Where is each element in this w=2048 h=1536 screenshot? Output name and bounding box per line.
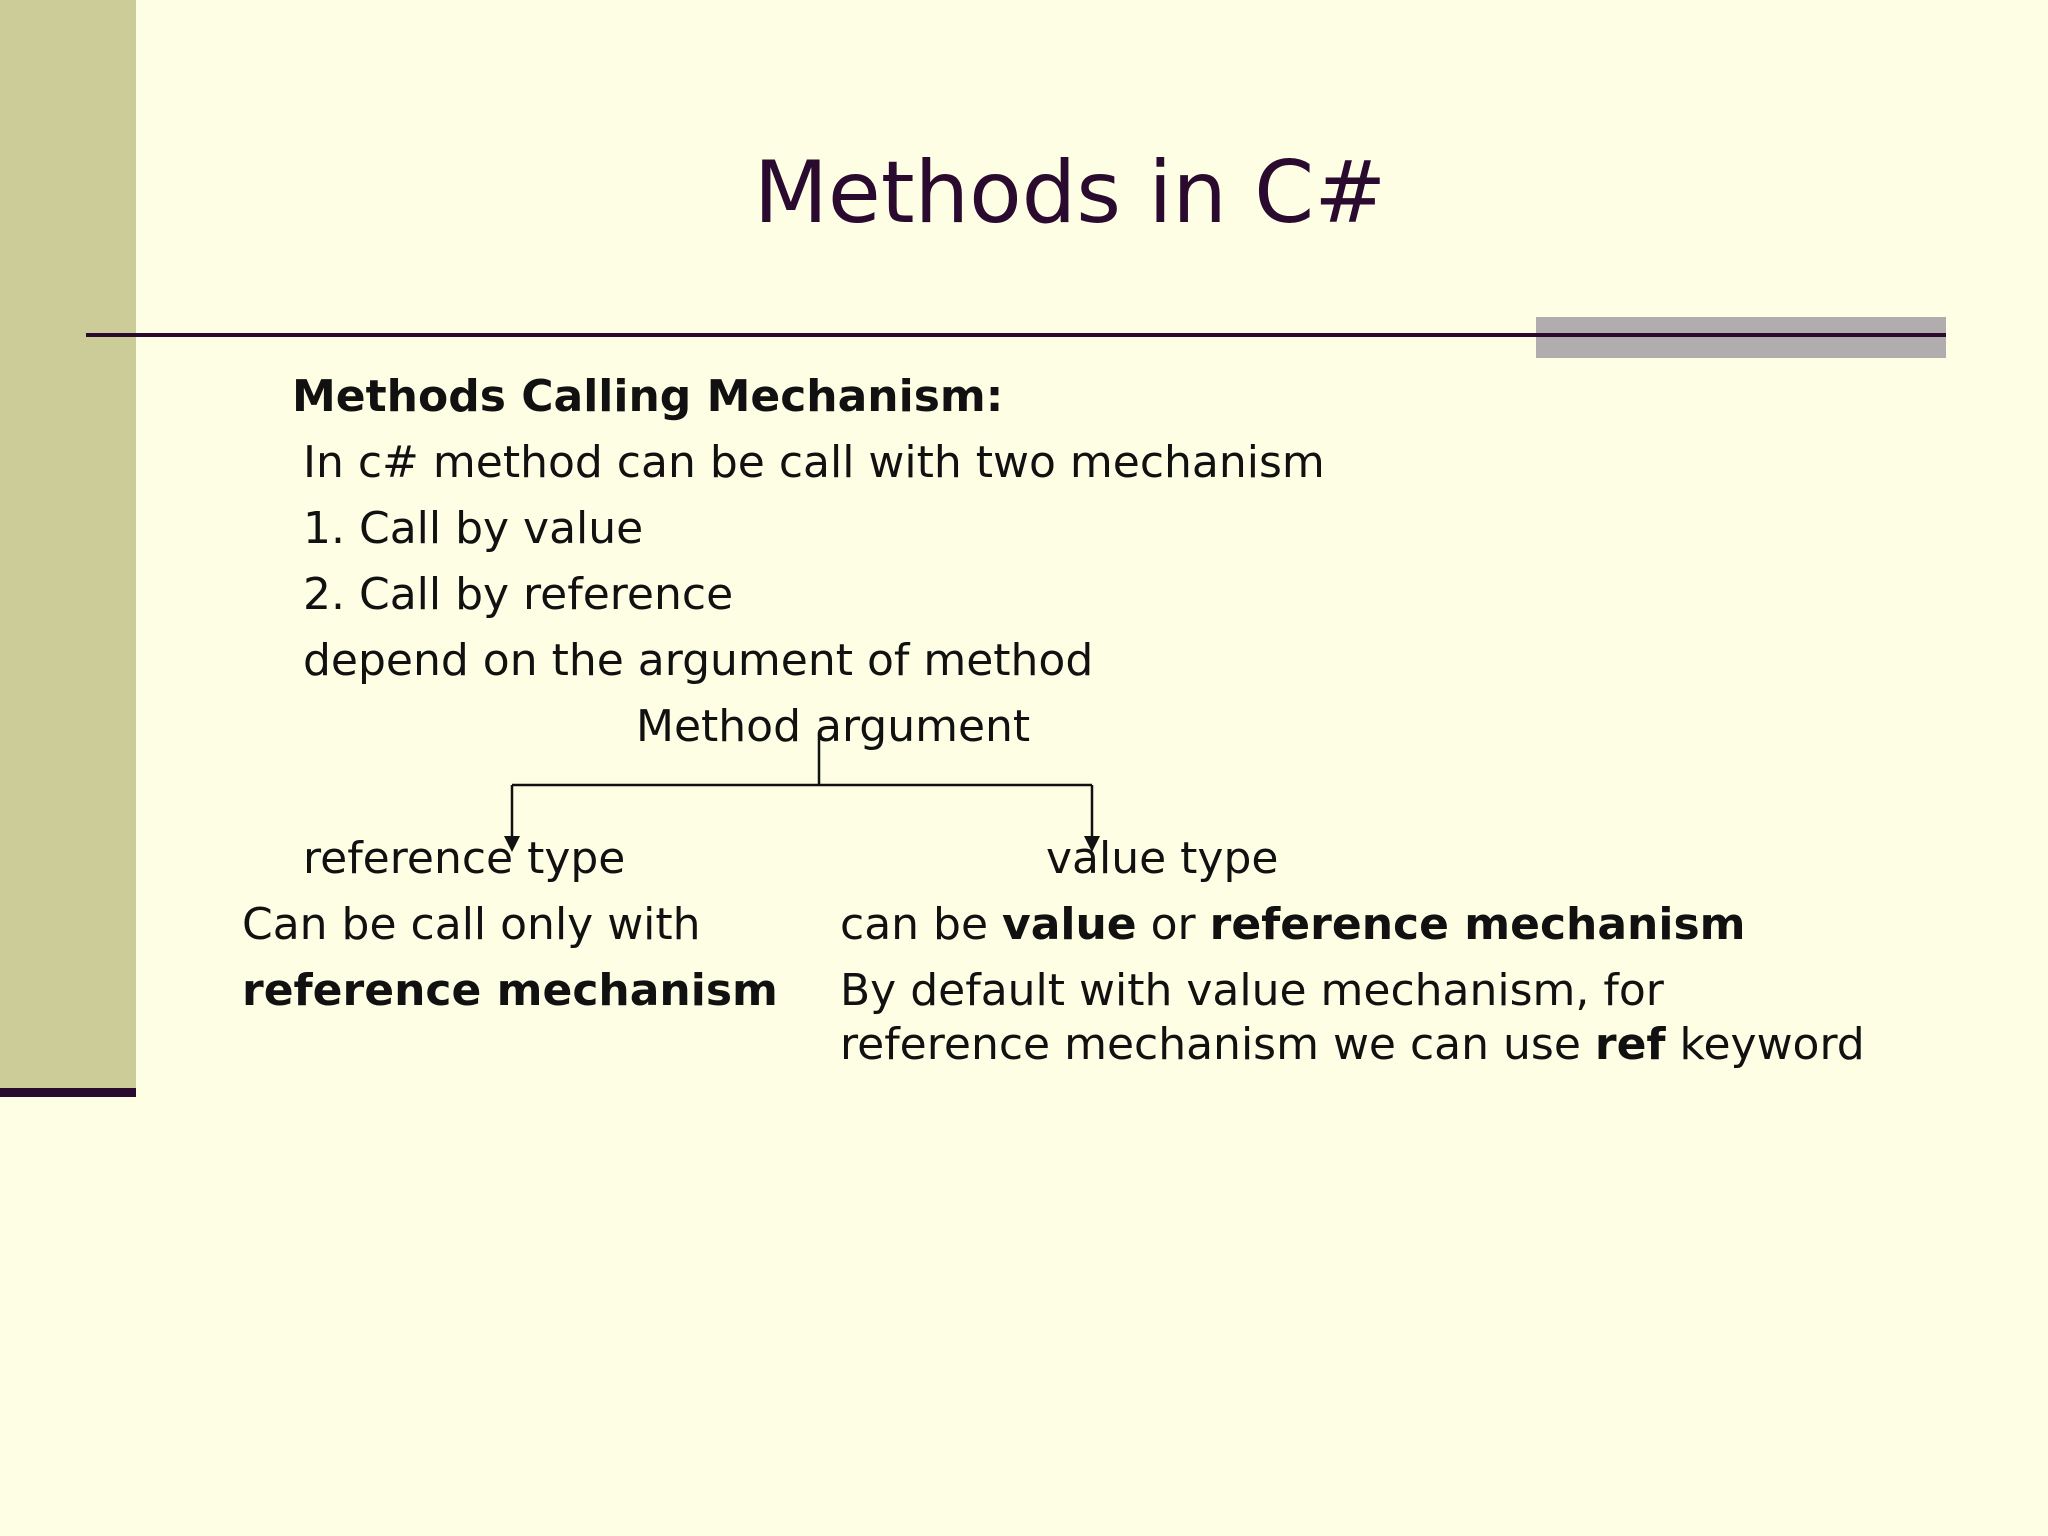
diagram-root-label: Method argument [636,701,1031,752]
intro-text: In c# method can be call with two mechanism [303,437,1325,488]
value-type-desc-line3: reference mechanism we can use ref keyword [840,1019,1865,1070]
reference-type-desc-line1: Can be call only with [242,899,701,950]
reference-type-desc-line2: reference mechanism [242,965,778,1016]
slide-title: Methods in C# [753,143,1387,243]
value-type-desc-line1: can be value or reference mechanism [840,899,1746,950]
depend-text: depend on the argument of method [303,635,1094,686]
list-item-call-by-reference: 2. Call by reference [303,569,734,620]
value-type-desc-line2: By default with value mechanism, for [840,965,1664,1016]
reference-type-label: reference type [303,833,626,884]
section-heading: Methods Calling Mechanism: [292,371,1004,422]
list-item-call-by-value: 1. Call by value [303,503,644,554]
value-type-label: value type [1046,833,1279,884]
